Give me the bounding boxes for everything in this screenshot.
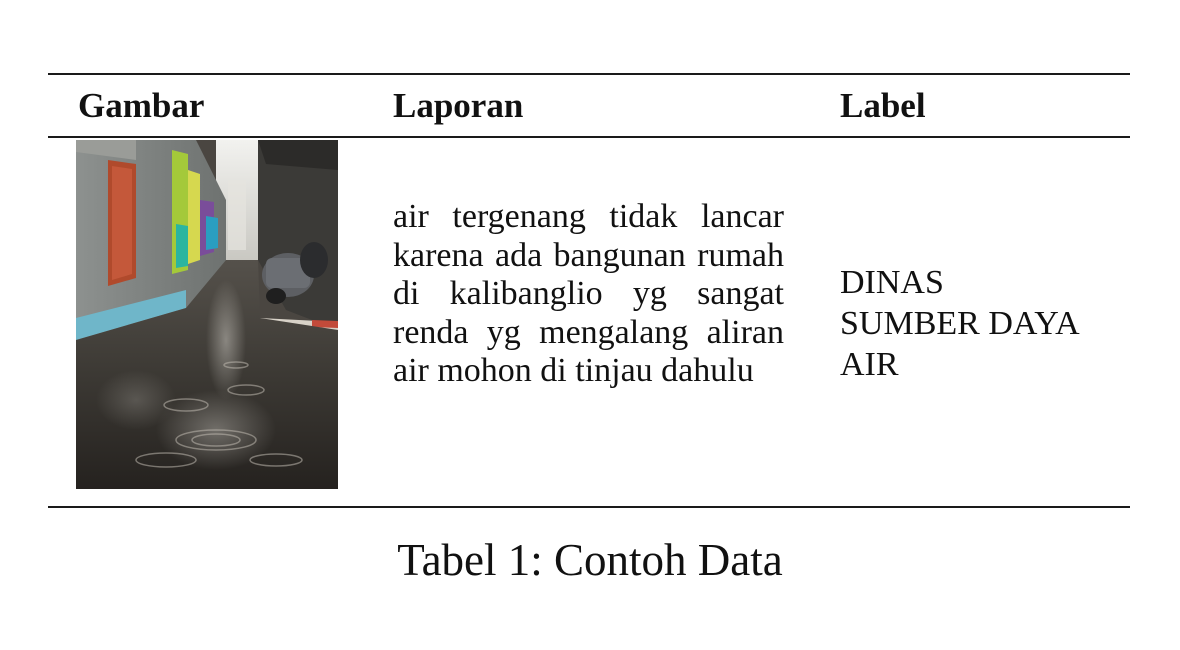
column-header-label: Label (840, 86, 926, 125)
table-header-rule (48, 136, 1130, 138)
label-line: DINAS (840, 264, 944, 301)
label-line: SUMBER DAYA (840, 305, 1080, 342)
report-text: air tergenang tidak lancar karena ada bangunan rumah di kalibanglio yg sangat renda yg mengalang aliran air mohon di tinjau dahulu (393, 198, 784, 389)
flooded-alley-photo (76, 140, 338, 489)
label-text (840, 262, 1130, 385)
table-top-rule (48, 73, 1130, 75)
table-caption: Tabel 1: Contoh Data (397, 535, 783, 585)
label-line: AIR (840, 346, 899, 383)
column-header-image: Gambar (78, 86, 205, 125)
column-header-report: Laporan (393, 86, 524, 125)
table-bottom-rule (48, 506, 1130, 508)
